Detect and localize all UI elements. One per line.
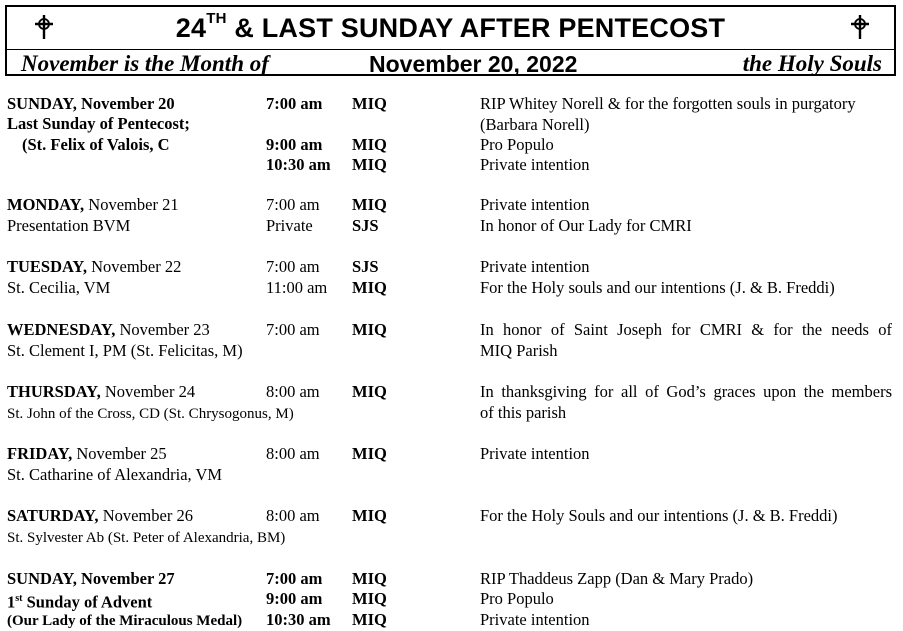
mass-location: SJS <box>352 257 379 276</box>
mass-location: MIQ <box>352 569 387 588</box>
mass-time: 7:00 am <box>266 320 320 339</box>
mass-time: 11:00 am <box>266 278 328 297</box>
mass-intention: (Barbara Norell) <box>480 115 590 134</box>
mass-time: 7:00 am <box>266 94 323 113</box>
day-heading: WEDNESDAY, November 23 <box>7 320 210 339</box>
mass-intention: In thanksgiving for all of God’s graces upon the members <box>480 382 892 401</box>
feast-name: (St. Felix of Valois, C <box>22 135 170 154</box>
mass-intention: Pro Populo <box>480 589 554 608</box>
mass-time: 9:00 am <box>266 135 323 154</box>
feast-name: Last Sunday of Pentecost; <box>7 114 190 133</box>
mass-time: 7:00 am <box>266 257 320 276</box>
mass-intention: For the Holy souls and our intentions (J. & B. Freddi) <box>480 278 835 297</box>
subtitle-date: November 20, 2022 <box>369 51 578 77</box>
feast-name: St. John of the Cross, CD (St. Chrysogonus, M) <box>7 406 294 422</box>
mass-time: 7:00 am <box>266 569 323 588</box>
day-heading: THURSDAY, November 24 <box>7 382 196 401</box>
mass-time: 8:00 am <box>266 382 320 401</box>
mass-location: MIQ <box>352 610 387 629</box>
day-heading: TUESDAY, November 22 <box>7 257 182 276</box>
mass-location: MIQ <box>352 195 387 214</box>
mass-intention: RIP Whitey Norell & for the forgotten souls in purgatory <box>480 94 856 113</box>
day-heading: SUNDAY, November 20 <box>7 94 175 113</box>
feast-name: St. Sylvester Ab (St. Peter of Alexandria, BM) <box>7 530 286 546</box>
mass-intention: In honor of Our Lady for CMRI <box>480 216 692 235</box>
day-heading: MONDAY, November 21 <box>7 195 179 214</box>
feast-name: St. Cecilia, VM <box>7 278 111 297</box>
mass-time: 7:00 am <box>266 195 320 214</box>
mass-time: 8:00 am <box>266 444 320 463</box>
feast-name: Presentation BVM <box>7 216 131 235</box>
mass-location: MIQ <box>352 589 387 608</box>
mass-location: SJS <box>352 216 379 235</box>
mass-intention: Private intention <box>480 257 590 276</box>
mass-location: MIQ <box>352 444 387 463</box>
feast-name: 1st Sunday of Advent <box>7 592 153 612</box>
mass-time: 9:00 am <box>266 589 323 608</box>
subtitle-right: the Holy Souls <box>742 51 882 76</box>
mass-intention: of this parish <box>480 403 567 422</box>
mass-location: MIQ <box>352 278 387 297</box>
mass-location: MIQ <box>352 94 387 113</box>
page-title: 24TH & LAST SUNDAY AFTER PENTECOST <box>175 10 726 43</box>
mass-intention: In honor of Saint Joseph for CMRI & for the needs of <box>480 320 892 339</box>
mass-time: 8:00 am <box>266 506 320 525</box>
day-heading: FRIDAY, November 25 <box>7 444 167 463</box>
feast-name: (Our Lady of the Miraculous Medal) <box>7 613 243 629</box>
mass-location: MIQ <box>352 382 387 401</box>
mass-location: MIQ <box>352 320 387 339</box>
mass-time: 10:30 am <box>266 610 331 629</box>
mass-intention: Private intention <box>480 444 590 463</box>
day-heading: SATURDAY, November 26 <box>7 506 193 525</box>
day-heading: SUNDAY, November 27 <box>7 569 175 588</box>
feast-name: St. Clement I, PM (St. Felicitas, M) <box>7 341 243 360</box>
mass-intention: Private intention <box>480 610 590 629</box>
header-box <box>5 5 896 76</box>
mass-intention: RIP Thaddeus Zapp (Dan & Mary Prado) <box>480 569 754 588</box>
mass-time: Private <box>266 216 313 235</box>
mass-location: MIQ <box>352 135 387 154</box>
mass-time: 10:30 am <box>266 155 331 174</box>
mass-intention: Pro Populo <box>480 135 554 154</box>
mass-location: MIQ <box>352 506 387 525</box>
subtitle-left: November is the Month of <box>21 51 269 76</box>
mass-location: MIQ <box>352 155 387 174</box>
mass-intention: Private intention <box>480 155 590 174</box>
header-divider <box>7 49 894 50</box>
mass-intention: For the Holy Souls and our intentions (J. & B. Freddi) <box>480 506 838 525</box>
mass-intention: MIQ Parish <box>480 341 558 360</box>
feast-name: St. Catharine of Alexandria, VM <box>7 465 223 484</box>
mass-intention: Private intention <box>480 195 590 214</box>
